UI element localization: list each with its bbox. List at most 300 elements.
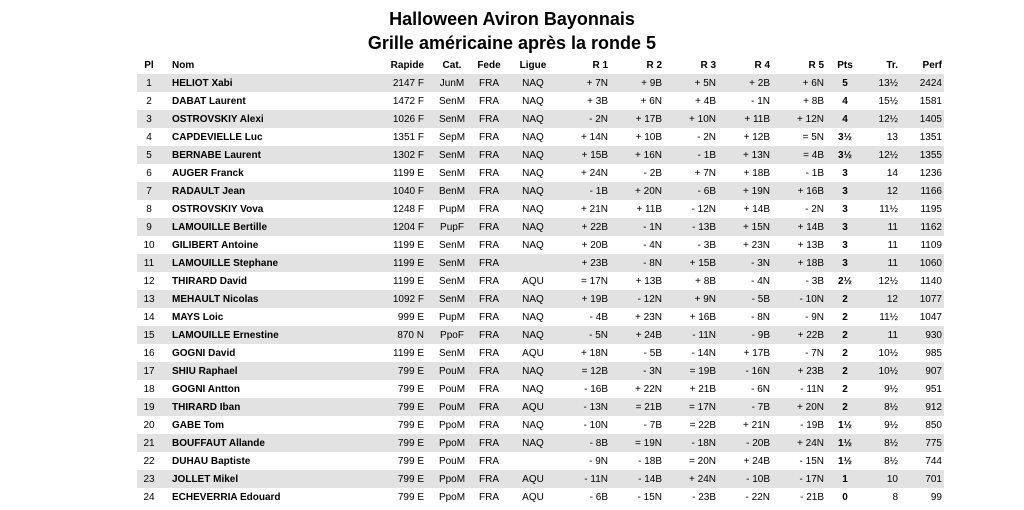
cell-fede: FRA xyxy=(472,74,506,92)
cell-r3: + 8B xyxy=(695,275,716,287)
cell-r4: - 7B xyxy=(722,398,776,416)
cell-perf: 1195 xyxy=(920,203,942,215)
cell-r3: = 22B xyxy=(689,419,716,431)
table-row xyxy=(137,128,944,146)
cell-fede: FRA xyxy=(472,290,506,308)
cell-r3: - 23B xyxy=(692,491,716,503)
col-header-r4: R 4 xyxy=(754,59,770,71)
cell-fede: FRA xyxy=(479,491,499,503)
cell-pl: 3 xyxy=(137,110,161,128)
cell-rapide: 799 E xyxy=(397,491,424,503)
cell-r1: = 17N xyxy=(581,275,608,287)
cell-perf: 1077 xyxy=(906,290,944,308)
cell-perf: 1162 xyxy=(906,218,944,236)
cell-ligue: AQU xyxy=(506,398,560,416)
cell-r1: - 5N xyxy=(560,326,614,344)
cell-fede: FRA xyxy=(479,347,499,359)
cell-tr: 11 xyxy=(860,326,906,344)
cell-fede: FRA xyxy=(479,419,499,431)
cell-r1: - 9N xyxy=(589,455,608,467)
table-row xyxy=(137,452,944,470)
cell-ligue xyxy=(506,452,560,470)
cell-r3: - 13B xyxy=(668,218,722,236)
table-row xyxy=(137,92,944,110)
cell-perf: 930 xyxy=(906,326,944,344)
table-row xyxy=(137,164,944,182)
cell-r2: - 1N xyxy=(614,218,668,236)
col-header-perf: Perf xyxy=(922,59,942,71)
cell-ligue: NAQ xyxy=(506,434,560,452)
cell-pts: 2 xyxy=(842,383,848,395)
cell-tr: 10½ xyxy=(878,347,898,359)
cell-r1: - 10N xyxy=(583,419,608,431)
header xyxy=(0,0,1024,55)
cell-pts: 3 xyxy=(830,182,860,200)
cell-rapide: 799 E xyxy=(397,383,424,395)
cell-pl: 13 xyxy=(137,290,161,308)
cell-pts: 3 xyxy=(830,254,860,272)
cell-pl: 19 xyxy=(137,398,161,416)
cell-r3: = 17N xyxy=(668,398,722,416)
cell-ligue: NAQ xyxy=(506,182,560,200)
cell-pts: 3½ xyxy=(838,131,852,143)
cell-pl: 20 xyxy=(143,419,155,431)
cell-r2: + 13B xyxy=(635,275,662,287)
cell-nom: BERNABE Laurent xyxy=(161,146,336,164)
cell-ligue: NAQ xyxy=(522,167,544,179)
cell-pts: 2 xyxy=(830,362,860,380)
cell-rapide: 1199 E xyxy=(336,254,432,272)
cell-r2: + 24B xyxy=(614,326,668,344)
cell-cat: PouM xyxy=(438,455,466,467)
cell-perf: 701 xyxy=(906,470,944,488)
cell-tr: 12 xyxy=(860,182,906,200)
cell-perf: 912 xyxy=(906,398,944,416)
cell-pl: 9 xyxy=(137,218,161,236)
cell-nom: LAMOUILLE Bertille xyxy=(161,218,336,236)
cell-cat: PpoF xyxy=(432,326,472,344)
cell-rapide: 1204 F xyxy=(336,218,432,236)
cell-pts: 3 xyxy=(842,239,848,251)
cell-perf: 1355 xyxy=(906,146,944,164)
cell-nom: DABAT Laurent xyxy=(172,95,246,107)
table-row xyxy=(137,344,944,362)
cell-tr: 11½ xyxy=(879,311,898,323)
cell-cat: BenM xyxy=(432,182,472,200)
cell-tr: 9½ xyxy=(884,383,898,395)
table-row xyxy=(137,110,944,128)
cell-r3: + 5N xyxy=(668,74,722,92)
cell-r4: - 9B xyxy=(722,326,776,344)
cell-nom: AUGER Franck xyxy=(172,167,244,179)
cell-r1: + 19B xyxy=(560,290,614,308)
cell-nom: LAMOUILLE Stephane xyxy=(161,254,336,272)
col-header-pl: Pl xyxy=(144,59,154,71)
cell-nom: THIRARD Iban xyxy=(161,398,336,416)
cell-r1: + 24N xyxy=(581,167,608,179)
cell-perf: 1109 xyxy=(920,239,942,251)
cell-pl: 18 xyxy=(143,383,155,395)
cell-ligue: NAQ xyxy=(522,311,544,323)
cell-ligue: NAQ xyxy=(506,362,560,380)
table-row xyxy=(137,236,944,254)
cell-ligue: NAQ xyxy=(506,146,560,164)
cell-pts: 2 xyxy=(830,398,860,416)
cell-r1: + 18N xyxy=(581,347,608,359)
cell-tr: 12½ xyxy=(860,146,906,164)
cell-nom: GABE Tom xyxy=(172,419,225,431)
cell-r5: - 10N xyxy=(776,290,830,308)
cell-rapide: 999 E xyxy=(397,311,424,323)
cell-r2: - 5B xyxy=(643,347,662,359)
cell-r4: - 22N xyxy=(745,491,770,503)
cell-tr: 10½ xyxy=(860,362,906,380)
cell-nom: HELIOT Xabi xyxy=(161,74,336,92)
cell-perf: 907 xyxy=(906,362,944,380)
cell-nom: GILIBERT Antoine xyxy=(172,239,259,251)
col-header-fede: Fede xyxy=(477,59,501,71)
cell-rapide: 1472 F xyxy=(392,95,424,107)
table-row xyxy=(137,326,944,344)
cell-ligue: NAQ xyxy=(522,203,544,215)
cell-r4: - 6N xyxy=(751,383,770,395)
cell-cat: SenM xyxy=(438,167,466,179)
cell-cat: PpoM xyxy=(432,470,472,488)
cell-nom: OSTROVSKIY Vova xyxy=(172,203,264,215)
cell-fede: FRA xyxy=(472,182,506,200)
cell-tr: 8½ xyxy=(860,398,906,416)
cell-pl: 8 xyxy=(146,203,152,215)
cell-rapide: 799 E xyxy=(336,362,432,380)
cell-r2: = 21B xyxy=(614,398,668,416)
cell-pts: 1½ xyxy=(838,455,852,467)
cell-pl: 10 xyxy=(143,239,155,251)
cell-pl: 14 xyxy=(143,311,155,323)
cell-r4: + 19N xyxy=(722,182,776,200)
cell-pts: 3½ xyxy=(830,146,860,164)
table-row xyxy=(137,362,944,380)
cell-nom: RADAULT Jean xyxy=(161,182,336,200)
col-header-cat: Cat. xyxy=(442,59,462,71)
cell-r5: = 5N xyxy=(802,131,824,143)
table-row xyxy=(137,74,944,92)
cell-r3: - 11N xyxy=(668,326,722,344)
cell-ligue: NAQ xyxy=(522,131,544,143)
cell-tr: 11½ xyxy=(879,203,898,215)
cell-perf: 775 xyxy=(906,434,944,452)
cell-r1: + 7N xyxy=(560,74,614,92)
cell-fede: FRA xyxy=(472,326,506,344)
cell-ligue: NAQ xyxy=(522,383,544,395)
cell-pl: 16 xyxy=(143,347,155,359)
cell-perf: 2424 xyxy=(906,74,944,92)
cell-perf: 1140 xyxy=(920,275,942,287)
cell-perf: 1581 xyxy=(919,95,942,107)
cell-cat: PpoM xyxy=(432,434,472,452)
cell-r4: + 2B xyxy=(722,74,776,92)
cell-r4: + 14B xyxy=(743,203,770,215)
cell-r4: - 1N xyxy=(751,95,770,107)
table-row xyxy=(137,146,944,164)
cell-tr: 14 xyxy=(886,167,898,179)
cell-nom: LAMOUILLE Ernestine xyxy=(161,326,336,344)
cell-r2: = 19N xyxy=(614,434,668,452)
cell-cat: PupF xyxy=(432,218,472,236)
cell-perf: 1060 xyxy=(906,254,944,272)
cell-r3: = 19B xyxy=(668,362,722,380)
table-row xyxy=(137,290,944,308)
cell-r3: - 12N xyxy=(691,203,716,215)
cell-perf: 1047 xyxy=(919,311,942,323)
cell-r1: - 8B xyxy=(560,434,614,452)
col-header-r2: R 2 xyxy=(646,59,662,71)
cell-cat: SenM xyxy=(438,347,466,359)
cell-r3: + 16B xyxy=(689,311,716,323)
cell-fede: FRA xyxy=(479,131,499,143)
col-header-nom: Nom xyxy=(172,59,195,71)
cell-rapide: 1248 F xyxy=(392,203,424,215)
cell-r2: + 6N xyxy=(640,95,662,107)
cell-cat: JunM xyxy=(432,74,472,92)
cell-r1: - 4B xyxy=(589,311,608,323)
cell-nom: BOUFFAUT Allande xyxy=(161,434,336,452)
cell-r1: - 13N xyxy=(560,398,614,416)
cell-fede: FRA xyxy=(472,434,506,452)
cell-fede: FRA xyxy=(472,470,506,488)
cell-r5: + 20N xyxy=(776,398,830,416)
cell-pl: 7 xyxy=(137,182,161,200)
cell-tr: 12½ xyxy=(860,110,906,128)
cell-rapide: 799 E xyxy=(336,398,432,416)
cell-r2: + 23N xyxy=(635,311,662,323)
cell-r3: + 10N xyxy=(668,110,722,128)
cell-fede: FRA xyxy=(479,383,499,395)
cell-r2: + 16N xyxy=(614,146,668,164)
cell-fede: FRA xyxy=(472,254,506,272)
cell-pl: 1 xyxy=(137,74,161,92)
cell-perf: 850 xyxy=(925,419,942,431)
cell-r1: + 20B xyxy=(581,239,608,251)
cell-r4: + 15N xyxy=(722,218,776,236)
cell-rapide: 1092 F xyxy=(336,290,432,308)
cell-fede: FRA xyxy=(472,398,506,416)
cell-rapide: 2147 F xyxy=(336,74,432,92)
cell-fede: FRA xyxy=(479,311,499,323)
cell-r5: - 1B xyxy=(805,167,824,179)
cell-pl: 24 xyxy=(143,491,155,503)
cell-pl: 6 xyxy=(146,167,152,179)
cell-nom: MAYS Loic xyxy=(172,311,224,323)
table-row xyxy=(137,308,944,326)
cell-fede: FRA xyxy=(479,275,499,287)
cell-rapide: 799 E xyxy=(397,455,424,467)
cell-rapide: 1199 E xyxy=(393,275,424,287)
cell-rapide: 1199 E xyxy=(393,347,424,359)
cell-r2: - 3N xyxy=(614,362,668,380)
cell-r5: - 15N xyxy=(799,455,824,467)
cell-rapide: 799 E xyxy=(397,419,424,431)
cell-r3: + 15B xyxy=(668,254,722,272)
cell-r2: - 7B xyxy=(643,419,662,431)
cell-r2: - 2B xyxy=(643,167,662,179)
cell-fede: FRA xyxy=(472,362,506,380)
table-row xyxy=(137,218,944,236)
cell-r2: + 11B xyxy=(636,203,662,215)
standings-table xyxy=(137,56,944,506)
cell-tr: 13½ xyxy=(860,74,906,92)
cell-pts: 2 xyxy=(842,347,848,359)
table-body xyxy=(137,74,944,506)
cell-r5: + 22B xyxy=(776,326,830,344)
cell-fede: FRA xyxy=(479,203,499,215)
cell-rapide: 1302 F xyxy=(336,146,432,164)
cell-cat: SenM xyxy=(438,275,466,287)
cell-r4: + 12B xyxy=(743,131,770,143)
cell-tr: 10 xyxy=(860,470,906,488)
cell-r4: - 5B xyxy=(722,290,776,308)
cell-r5: + 24N xyxy=(776,434,830,452)
cell-r2: + 22N xyxy=(635,383,662,395)
cell-rapide: 1199 E xyxy=(393,239,424,251)
cell-tr: 11 xyxy=(860,254,906,272)
cell-ligue: NAQ xyxy=(506,218,560,236)
cell-tr: 8½ xyxy=(884,455,898,467)
cell-cat: PupM xyxy=(438,311,466,323)
table-row xyxy=(137,434,944,452)
cell-r2: + 20N xyxy=(614,182,668,200)
table-row xyxy=(137,380,944,398)
cell-r5: - 19B xyxy=(800,419,824,431)
col-header-r3: R 3 xyxy=(700,59,716,71)
cell-ligue: AQU xyxy=(522,347,544,359)
cell-fede: FRA xyxy=(479,95,499,107)
page-title: Halloween Aviron Bayonnais xyxy=(389,9,635,29)
cell-tr: 15½ xyxy=(878,95,898,107)
cell-r3: - 14N xyxy=(691,347,716,359)
cell-r2: - 8N xyxy=(614,254,668,272)
cell-perf: 1236 xyxy=(919,167,942,179)
cell-pts: 2½ xyxy=(838,275,852,287)
cell-ligue: AQU xyxy=(522,275,544,287)
cell-rapide: 1040 F xyxy=(336,182,432,200)
cell-ligue: NAQ xyxy=(506,326,560,344)
cell-ligue: AQU xyxy=(506,470,560,488)
cell-r4: + 11B xyxy=(722,110,776,128)
cell-r5: + 6N xyxy=(776,74,830,92)
cell-r3: - 18N xyxy=(668,434,722,452)
cell-nom: OSTROVSKIY Alexi xyxy=(161,110,336,128)
cell-rapide: 1351 F xyxy=(392,131,424,143)
cell-r2: + 9B xyxy=(614,74,668,92)
cell-cat: SenM xyxy=(438,239,466,251)
cell-pts: 2 xyxy=(830,290,860,308)
cell-pts: 5 xyxy=(830,74,860,92)
cell-cat: PouM xyxy=(432,362,472,380)
cell-pl: 12 xyxy=(143,275,155,287)
cell-r1: - 16B xyxy=(584,383,608,395)
cell-nom: CAPDEVIELLE Luc xyxy=(172,131,263,143)
cell-tr: 12 xyxy=(860,290,906,308)
cell-pl: 4 xyxy=(146,131,152,143)
table-row xyxy=(137,488,944,506)
cell-r3: + 24N xyxy=(668,470,722,488)
cell-r2: - 14B xyxy=(614,470,668,488)
cell-r4: - 8N xyxy=(751,311,770,323)
cell-rapide: 1026 F xyxy=(336,110,432,128)
cell-r5: - 7N xyxy=(805,347,824,359)
cell-r1: + 21N xyxy=(581,203,608,215)
cell-r4: + 23N xyxy=(743,239,770,251)
cell-r3: - 1B xyxy=(668,146,722,164)
cell-tr: 8 xyxy=(892,491,898,503)
cell-r1: + 23B xyxy=(560,254,614,272)
cell-perf: 1351 xyxy=(919,131,942,143)
table-row xyxy=(137,398,944,416)
cell-pts: 1 xyxy=(830,470,860,488)
cell-cat: SenM xyxy=(432,110,472,128)
cell-nom: DUHAU Baptiste xyxy=(172,455,251,467)
header-row xyxy=(137,56,944,74)
cell-pts: 3 xyxy=(842,203,848,215)
page-subtitle: Grille américaine après la ronde 5 xyxy=(367,33,657,53)
cell-pl: 17 xyxy=(137,362,161,380)
cell-tr: 9½ xyxy=(884,419,898,431)
cell-rapide: 870 N xyxy=(336,326,432,344)
cell-r5: + 14B xyxy=(776,218,830,236)
cell-r1: - 11N xyxy=(560,470,614,488)
cell-ligue: NAQ xyxy=(522,239,544,251)
cell-r1: + 15B xyxy=(560,146,614,164)
cell-r1: = 12B xyxy=(560,362,614,380)
cell-r2: - 15N xyxy=(637,491,662,503)
cell-pts: 2 xyxy=(842,311,848,323)
table-row xyxy=(137,254,944,272)
cell-pl: 2 xyxy=(146,95,152,107)
cell-pl: 22 xyxy=(143,455,155,467)
cell-fede: FRA xyxy=(479,455,499,467)
cell-pts: 3 xyxy=(842,167,848,179)
cell-ligue: NAQ xyxy=(522,419,544,431)
cell-ligue: NAQ xyxy=(506,74,560,92)
cell-pts: 2 xyxy=(830,326,860,344)
cell-nom: GOGNI David xyxy=(172,347,236,359)
cell-r4: + 24B xyxy=(743,455,770,467)
cell-r4: - 16N xyxy=(722,362,776,380)
cell-perf: 985 xyxy=(925,347,942,359)
cell-pts: 4 xyxy=(842,95,848,107)
cell-r5: + 8B xyxy=(803,95,824,107)
cell-fede: FRA xyxy=(479,239,499,251)
cell-r1: - 6B xyxy=(589,491,608,503)
col-header-tr: Tr. xyxy=(886,59,898,71)
cell-r3: + 21B xyxy=(689,383,716,395)
cell-nom: MEHAULT Nicolas xyxy=(161,290,336,308)
cell-r1: + 22B xyxy=(560,218,614,236)
cell-r5: + 13B xyxy=(797,239,824,251)
cell-r3: + 7N xyxy=(694,167,716,179)
cell-cat: SenM xyxy=(432,290,472,308)
cell-r5: = 4B xyxy=(776,146,830,164)
cell-ligue xyxy=(506,254,560,272)
cell-r4: - 10B xyxy=(722,470,776,488)
cell-r5: - 2N xyxy=(805,203,824,215)
cell-r3: - 2N xyxy=(697,131,716,143)
cell-r4: + 17B xyxy=(743,347,770,359)
cell-cat: PupM xyxy=(438,203,466,215)
cell-r5: - 9N xyxy=(805,311,824,323)
cell-r2: - 12N xyxy=(614,290,668,308)
col-header-rapide: Rapide xyxy=(390,59,424,71)
